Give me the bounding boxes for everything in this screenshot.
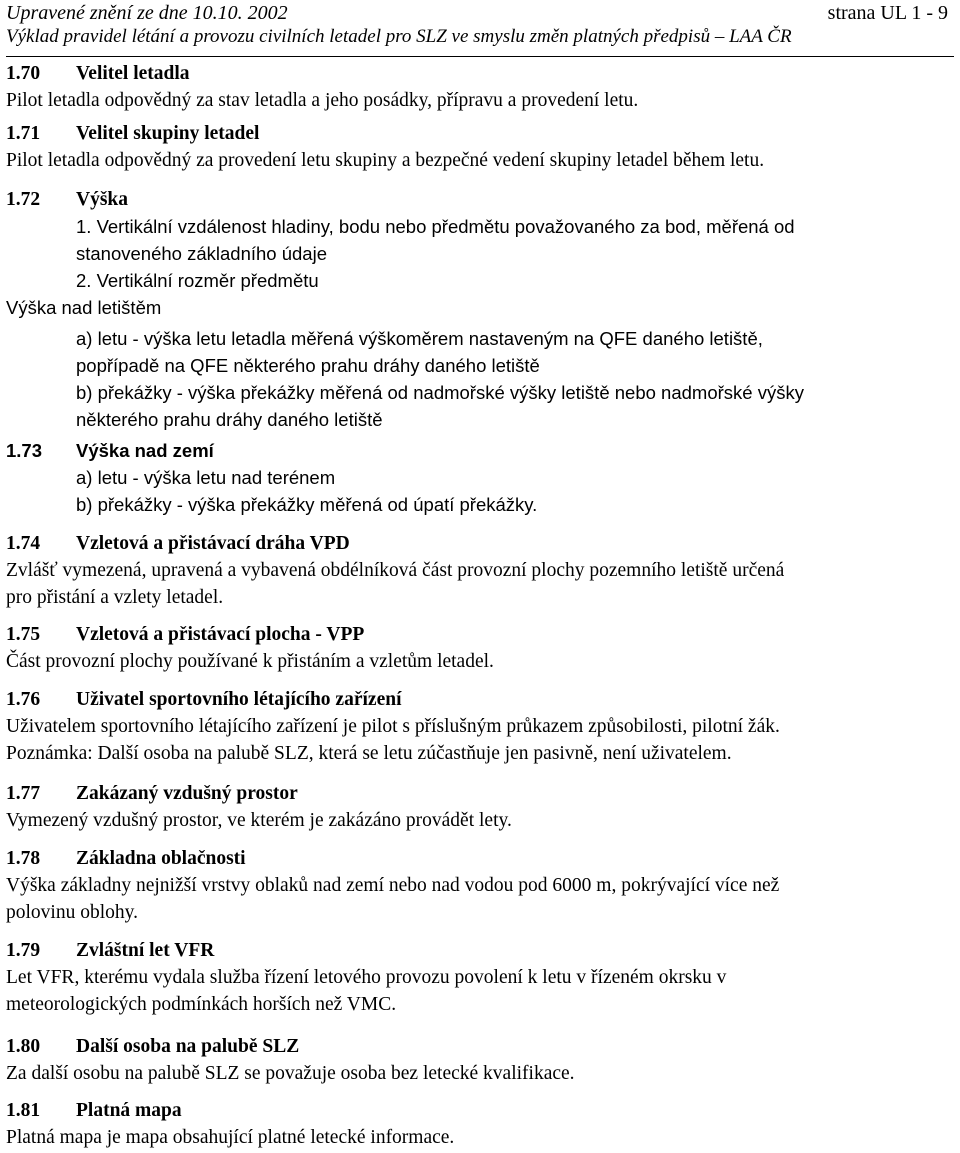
section-title: Další osoba na palubě SLZ — [76, 1036, 300, 1057]
section-1-81 — [6, 1097, 954, 1151]
section-number: 1.76 — [6, 689, 41, 710]
section-heading — [6, 621, 954, 648]
section-1-80 — [6, 1033, 954, 1087]
section-number: 1.79 — [6, 940, 41, 961]
section-heading — [6, 530, 954, 557]
section-heading — [6, 780, 954, 807]
section-1-79 — [6, 937, 954, 1018]
section-title: Uživatel sportovního létajícího zařízení — [76, 689, 402, 710]
sub-heading: Výška nad letištěm — [6, 297, 162, 318]
section-1-72 — [6, 186, 954, 433]
sub-item-b: b) překážky - výška překážky měřená od nadmořské výšky letiště nebo nadmořské výšky — [76, 382, 804, 403]
definition-item-1-cont: stanoveného základního údaje — [76, 243, 327, 264]
revision-date: Upravené znění ze dne 10.10. 2002 — [6, 2, 288, 24]
section-1-71 — [6, 120, 954, 174]
section-text: Výška základny nejnižší vrstvy oblaků nad zemí nebo nad vodou pod 6000 m, pokrývající více než — [6, 875, 780, 896]
sub-item-a-cont: popřípadě na QFE některého prahu dráhy daného letiště — [76, 355, 540, 376]
section-title: Vzletová a přistávací plocha - VPP — [76, 624, 365, 645]
section-number: 1.74 — [6, 533, 41, 554]
section-title: Zakázaný vzdušný prostor — [76, 783, 298, 804]
section-text: Uživatelem sportovního létajícího zařízení je pilot s příslušným průkazem způsobilosti, pilotní žák. — [6, 716, 780, 737]
section-text-cont: pro přistání a vzlety letadel. — [6, 587, 224, 608]
section-text-cont: polovinu oblohy. — [6, 902, 138, 923]
section-text: Pilot letadla odpovědný za stav letadla a jeho posádky, přípravu a provedení letu. — [6, 90, 639, 111]
section-text: Platná mapa je mapa obsahující platné letecké informace. — [6, 1127, 455, 1148]
document-page — [6, 0, 954, 1148]
section-title: Velitel letadla — [76, 63, 190, 84]
section-1-70 — [6, 60, 954, 114]
header-top-row — [6, 0, 954, 26]
section-heading — [6, 937, 954, 964]
section-note: Poznámka: Další osoba na palubě SLZ, která se letu zúčastňuje jen pasivně, není uživatelem. — [6, 743, 732, 764]
section-text: Vymezený vzdušný prostor, ve kterém je zakázáno provádět lety. — [6, 810, 512, 831]
section-1-73 — [6, 437, 954, 518]
section-heading — [6, 120, 954, 147]
section-number: 1.71 — [6, 123, 41, 144]
section-heading — [6, 1097, 954, 1124]
section-title: Platná mapa — [76, 1100, 182, 1121]
section-text: Let VFR, kterému vydala služba řízení letového provozu povolení k letu v řízeném okrsku v — [6, 967, 727, 988]
section-number: 1.72 — [6, 189, 41, 210]
document-subtitle: Výklad pravidel létání a provozu civilních letadel pro SLZ ve smyslu změn platných předpisů – LAA ČR — [6, 26, 792, 47]
section-number: 1.70 — [6, 63, 41, 84]
section-number: 1.73 — [6, 440, 43, 461]
section-number: 1.75 — [6, 624, 41, 645]
section-heading — [6, 1033, 954, 1060]
sub-item-a: a) letu - výška letu letadla měřená výškoměrem nastaveným na QFE daného letiště, — [76, 328, 763, 349]
section-title: Zvláštní let VFR — [76, 940, 215, 961]
page-number: strana UL 1 - 9 — [827, 2, 948, 24]
section-1-78 — [6, 845, 954, 926]
section-title: Velitel skupiny letadel — [76, 123, 260, 144]
section-heading — [6, 437, 954, 464]
section-text: Pilot letadla odpovědný za provedení letu skupiny a bezpečné vedení skupiny letadel během letu. — [6, 150, 765, 171]
section-heading — [6, 60, 954, 87]
section-1-76 — [6, 686, 954, 767]
section-text-cont: meteorologických podmínkách horších než VMC. — [6, 994, 397, 1015]
section-number: 1.78 — [6, 848, 41, 869]
section-title: Výška nad zemí — [76, 440, 214, 461]
definition-item-1: 1. Vertikální vzdálenost hladiny, bodu nebo předmětu považovaného za bod, měřená od — [76, 216, 795, 237]
section-text: Za další osobu na palubě SLZ se považuje osoba bez letecké kvalifikace. — [6, 1063, 575, 1084]
section-title: Základna oblačnosti — [76, 848, 246, 869]
section-number: 1.77 — [6, 783, 41, 804]
section-heading — [6, 686, 954, 713]
section-1-74 — [6, 530, 954, 611]
sub-item-a: a) letu - výška letu nad terénem — [76, 467, 336, 488]
sub-item-b-cont: některého prahu dráhy daného letiště — [76, 409, 383, 430]
section-text: Zvlášť vymezená, upravená a vybavená obdélníková část provozní plochy pozemního letiště určená — [6, 560, 785, 581]
sub-item-b: b) překážky - výška překážky měřená od úpatí překážky. — [76, 494, 538, 515]
section-heading — [6, 186, 954, 213]
section-number: 1.81 — [6, 1100, 41, 1121]
section-1-75 — [6, 621, 954, 675]
section-number: 1.80 — [6, 1036, 41, 1057]
section-text: Část provozní plochy používané k přistáním a vzletům letadel. — [6, 651, 494, 672]
definition-item-2: 2. Vertikální rozměr předmětu — [76, 270, 319, 291]
section-title: Výška — [76, 189, 129, 210]
section-1-77 — [6, 780, 954, 834]
section-title: Vzletová a přistávací dráha VPD — [76, 533, 350, 554]
page-header — [6, 0, 954, 57]
section-heading — [6, 845, 954, 872]
